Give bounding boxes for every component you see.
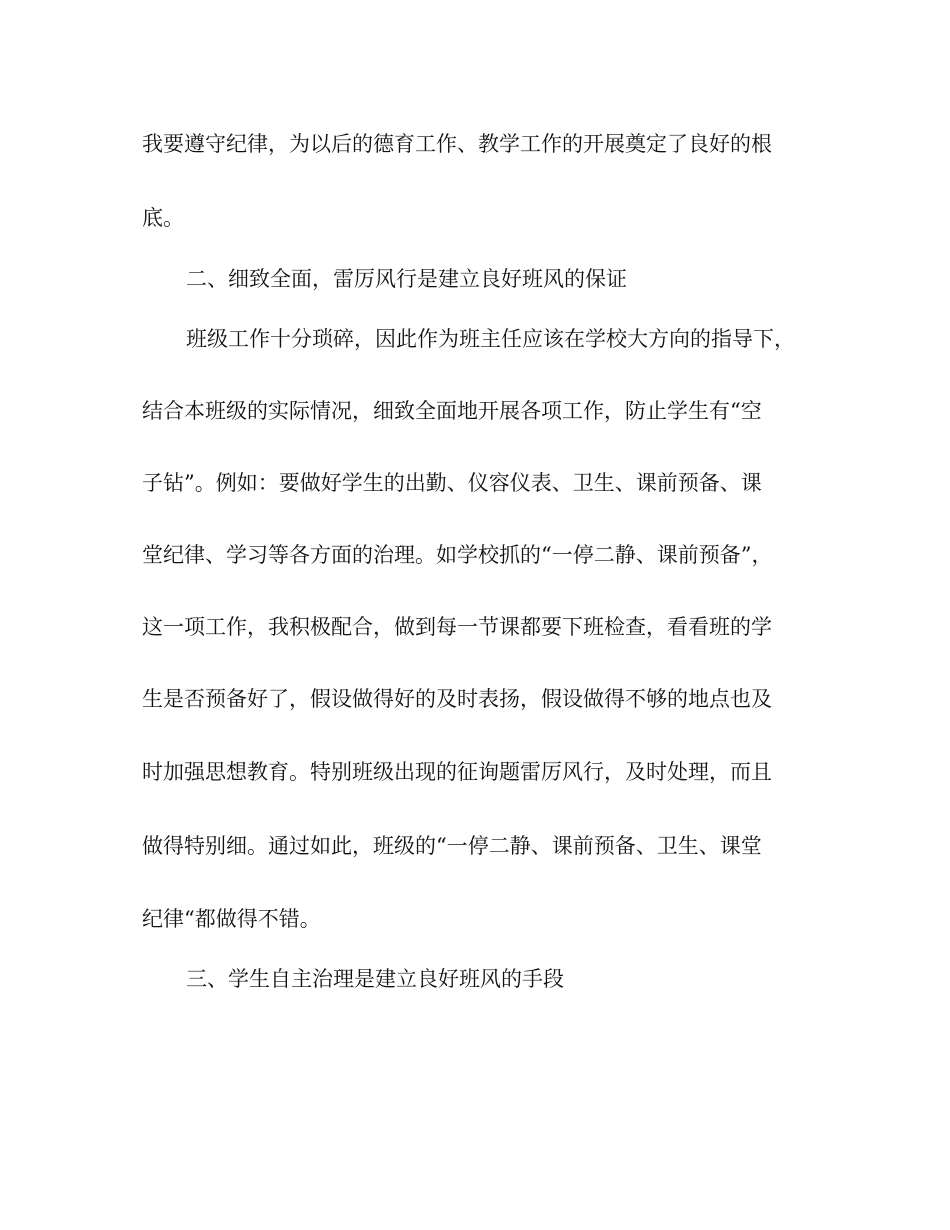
paragraph-line: 生是否预备好了，假设做得好的及时表扬，假设做得不够的地点也及 (142, 687, 772, 711)
paragraph-line: 结合本班级的实际情况，细致全面地开展各项工作，防止学生有“空 (142, 399, 762, 423)
paragraph-line: 堂纪律、学习等各方面的治理。如学校抓的“一停二静、课前预备”， (142, 543, 773, 567)
paragraph-line: 这一项工作，我积极配合，做到每一节课都要下班检查，看看班的学 (142, 615, 772, 639)
section-heading-3: 三、学生自主治理是建立良好班风的手段 (186, 967, 564, 991)
paragraph-line: 我要遵守纪律，为以后的德育工作、教学工作的开展奠定了良好的根 (142, 132, 772, 156)
section-heading-2: 二、细致全面，雷厉风行是建立良好班风的保证 (186, 267, 627, 291)
paragraph-line: 纪律“都做得不错。 (142, 907, 321, 931)
paragraph-line: 底。 (142, 206, 184, 230)
paragraph-line: 做得特别细。通过如此，班级的“一停二静、课前预备、卫生、课堂 (142, 834, 762, 858)
paragraph-line: 班级工作十分琐碎，因此作为班主任应该在学校大方向的指导下， (186, 327, 795, 351)
paragraph-line: 时加强思想教育。特别班级出现的征询题雷厉风行，及时处理，而且 (142, 760, 772, 784)
paragraph-line: 子钻”。例如：要做好学生的出勤、仪容仪表、卫生、课前预备、课 (142, 471, 762, 495)
